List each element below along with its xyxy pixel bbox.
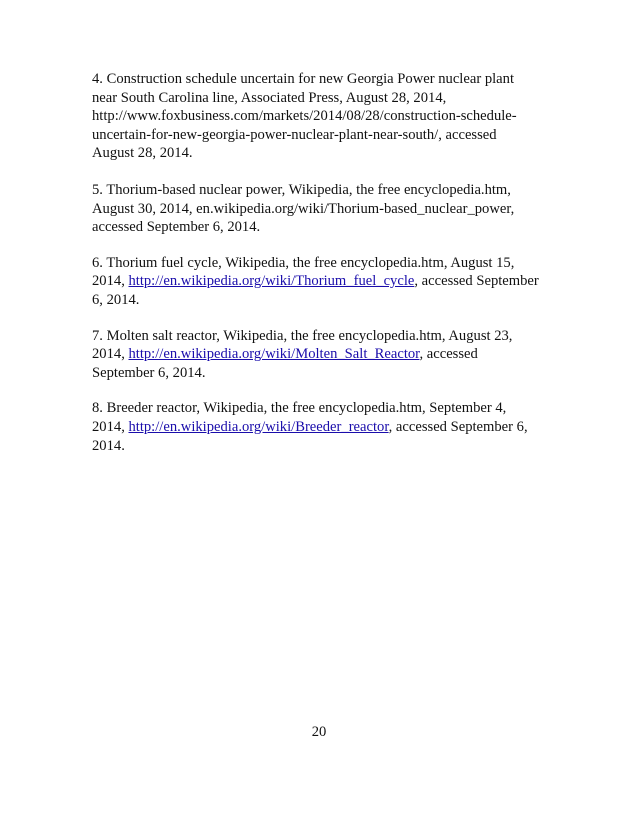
reference-4-line-1: 4. Construction schedule uncertain for new Georgia Power nuclear plant <box>92 71 515 87</box>
reference-7-line-2-suffix: , accessed <box>419 346 478 363</box>
reference-5-line-2: August 30, 2014, en.wikipedia.org/wiki/Thorium-based_nuclear_power, <box>92 200 515 217</box>
reference-6-line-3: 6, 2014. <box>92 291 140 308</box>
reference-7 <box>92 327 562 383</box>
reference-list <box>92 70 562 455</box>
reference-8-line-2-suffix: , accessed September 6, <box>388 418 528 435</box>
reference-6-line-2 <box>92 272 562 291</box>
reference-5-line-3: accessed September 6, 2014. <box>92 219 261 236</box>
reference-6 <box>92 254 562 310</box>
reference-5-line-1: 5. Thorium-based nuclear power, Wikipedia, the free encyclopedia.htm, <box>92 181 511 198</box>
page-number: 20 <box>311 724 327 740</box>
reference-4-line-4: uncertain-for-new-georgia-power-nuclear-plant-near-south/, accessed <box>92 126 497 143</box>
reference-4-line-5: August 28, 2014. <box>92 145 193 162</box>
reference-5 <box>92 181 562 237</box>
thorium-fuel-cycle-link[interactable]: http://en.wikipedia.org/wiki/Thorium_fuel_cycle <box>128 273 415 290</box>
reference-6-line-2-prefix: 2014, <box>92 273 129 290</box>
reference-4 <box>92 70 562 163</box>
breeder-reactor-link[interactable]: http://en.wikipedia.org/wiki/Breeder_reactor <box>128 418 389 435</box>
reference-8 <box>92 399 562 455</box>
reference-4-line-2: near South Carolina line, Associated Press, August 28, 2014, <box>92 89 447 106</box>
reference-8-line-3: 2014. <box>92 437 125 454</box>
reference-4-line-3: http://www.foxbusiness.com/markets/2014/08/28/construction-schedule- <box>92 108 517 125</box>
reference-8-line-1: 8. Breeder reactor, Wikipedia, the free encyclopedia.htm, September 4, <box>92 400 507 417</box>
reference-7-line-2 <box>92 345 562 364</box>
reference-8-line-2 <box>92 418 562 437</box>
molten-salt-reactor-link[interactable]: http://en.wikipedia.org/wiki/Molten_Salt_Reactor <box>128 346 420 363</box>
reference-6-line-2-suffix: , accessed September <box>414 273 539 290</box>
reference-7-line-2-prefix: 2014, <box>92 346 129 363</box>
reference-8-line-2-prefix: 2014, <box>92 418 129 435</box>
reference-6-line-1: 6. Thorium fuel cycle, Wikipedia, the free encyclopedia.htm, August 15, <box>92 254 515 271</box>
reference-7-line-1: 7. Molten salt reactor, Wikipedia, the free encyclopedia.htm, August 23, <box>92 327 513 344</box>
reference-7-line-3: September 6, 2014. <box>92 364 206 381</box>
